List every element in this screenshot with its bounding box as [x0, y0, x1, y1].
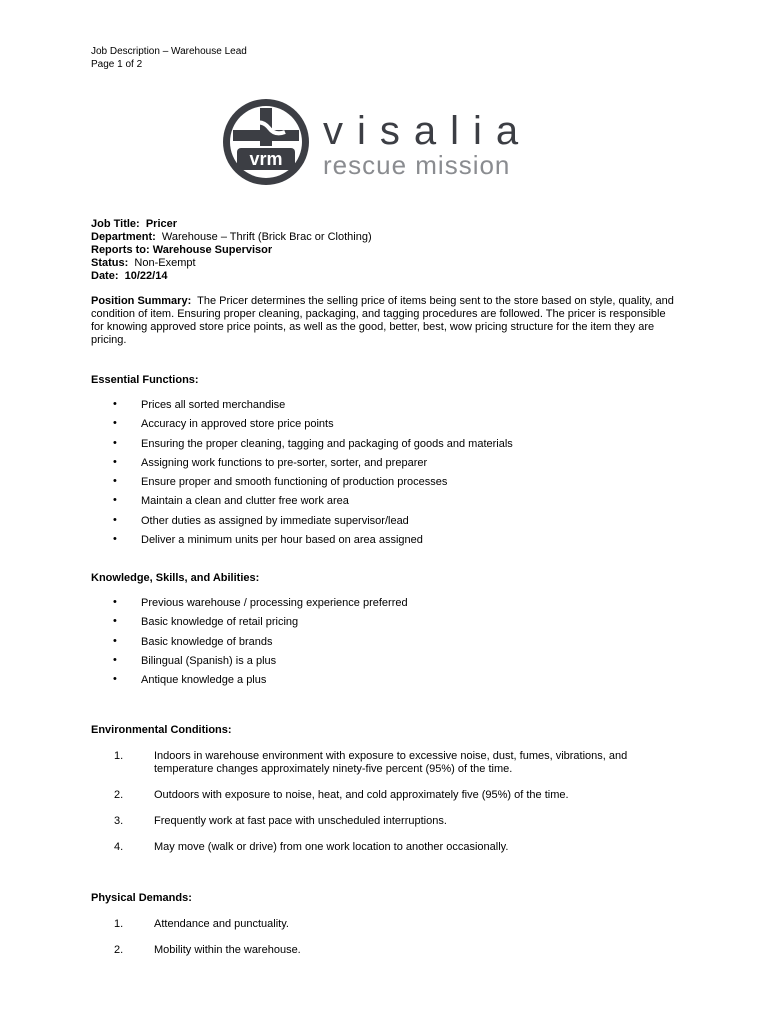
job-title-line — [91, 218, 372, 231]
environmental-heading: Environmental Conditions: — [91, 724, 232, 736]
list-item: • Ensure proper and smooth functioning of production processes — [113, 475, 448, 489]
header-title: Job Description – Warehouse Lead — [91, 46, 247, 57]
status-line — [91, 257, 372, 270]
date-line — [91, 270, 372, 283]
status-value: Non-Exempt — [134, 257, 196, 269]
department-line — [91, 231, 372, 244]
list-item: • Accuracy in approved store price points — [113, 417, 334, 431]
reports-to-value: Warehouse Supervisor — [152, 244, 273, 256]
physical-demands-heading: Physical Demands: — [91, 892, 192, 904]
job-meta — [91, 218, 372, 283]
list-item: 2. Outdoors with exposure to noise, heat, and cold approximately five (95%) of the time. — [114, 789, 569, 801]
position-summary — [91, 295, 681, 347]
bullet-icon: • — [113, 596, 117, 608]
bullet-icon: • — [113, 494, 117, 507]
bullet-icon: • — [113, 417, 117, 430]
list-item: 2. Mobility within the warehouse. — [114, 944, 301, 956]
bullet-icon: • — [113, 398, 117, 410]
list-item: 1. Indoors in warehouse environment with exposure to excessive noise, dust, fumes, vibrations, and temperature changes approximately ninety-five percent (95%) of the time. — [114, 750, 628, 775]
list-item: • Bilingual (Spanish) is a plus — [113, 653, 277, 667]
ksa-heading: Knowledge, Skills, and Abilities: — [91, 572, 260, 584]
job-title-label: Job Title: — [91, 218, 140, 230]
list-item: 1. Attendance and punctuality. — [114, 918, 289, 930]
bullet-icon: • — [113, 615, 117, 628]
bullet-icon: • — [113, 436, 117, 449]
environmental-list — [91, 750, 661, 854]
bullet-icon: • — [113, 673, 117, 686]
bullet-icon: • — [113, 634, 117, 647]
bullet-icon: • — [113, 513, 117, 526]
reports-to-label: Reports to: — [91, 244, 150, 256]
bullet-icon: • — [113, 475, 117, 488]
logo-monogram: vrm — [249, 149, 283, 169]
bullet-icon: • — [113, 653, 117, 666]
list-item: 3. Frequently work at fast pace with unscheduled interruptions. — [114, 815, 447, 827]
essential-functions-heading: Essential Functions: — [91, 374, 199, 386]
list-item: • Prices all sorted merchandise — [113, 398, 286, 411]
list-item: • Ensuring the proper cleaning, tagging and packaging of goods and materials — [113, 436, 513, 450]
summary-text: The Pricer determines the selling price of items being sent to the store based on style, quality, and condition of item. Ensuring proper cleaning, packaging, and tagging procedures are followed. The pricer is responsible for knowing approved store price points, as well as the good, better, best, wow pricing structure for the item they are pricing. — [91, 295, 674, 346]
bullet-icon: • — [113, 455, 117, 468]
list-item: 4. May move (walk or drive) from one work location to another occasionally. — [114, 841, 509, 853]
list-item: • Other duties as assigned by immediate supervisor/lead — [113, 513, 409, 527]
list-item: • Basic knowledge of brands — [113, 634, 273, 648]
essential-functions-list — [91, 399, 513, 553]
ksa-list — [91, 597, 408, 693]
logo-cross-horizontal — [233, 130, 299, 141]
date-value: 10/22/14 — [124, 270, 168, 282]
status-label: Status: — [91, 257, 129, 269]
summary-label: Position Summary: — [91, 295, 192, 307]
list-item: • Antique knowledge a plus — [113, 673, 267, 687]
logo-name: visalia — [323, 109, 533, 153]
logo-tagline: rescue mission — [323, 150, 511, 180]
list-item: • Previous warehouse / processing experience preferred — [113, 596, 408, 609]
department-value: Warehouse – Thrift (Brick Brac or Clothing) — [161, 231, 372, 243]
list-item: • Assigning work functions to pre-sorter, sorter, and preparer — [113, 455, 428, 469]
reports-to-line — [91, 244, 372, 257]
bullet-icon: • — [113, 533, 117, 546]
list-item: • Deliver a minimum units per hour based on area assigned — [113, 533, 423, 547]
list-item: • Maintain a clean and clutter free work area — [113, 494, 349, 508]
physical-demands-list — [91, 918, 661, 957]
date-label: Date: — [91, 270, 119, 282]
department-label: Department: — [91, 231, 156, 243]
list-item: • Basic knowledge of retail pricing — [113, 615, 299, 629]
job-title-value: Pricer — [145, 218, 178, 230]
visalia-rescue-mission-logo — [219, 94, 559, 190]
page-header — [91, 45, 247, 71]
header-page-number: Page 1 of 2 — [91, 59, 143, 70]
